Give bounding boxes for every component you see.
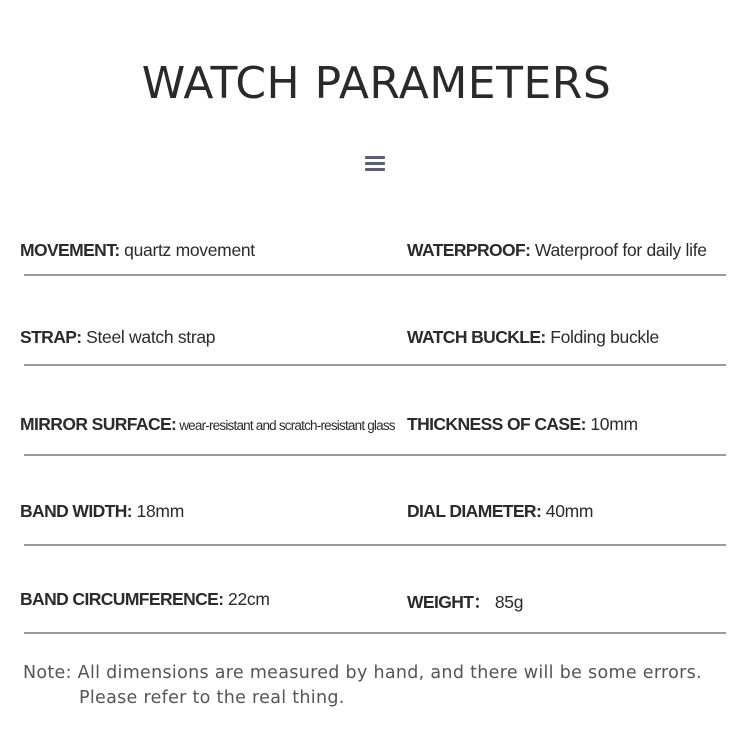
- divider: [24, 454, 379, 456]
- note-line: Note: All dimensions are measured by hand, and there will be some errors.: [23, 663, 702, 683]
- param-value: Steel watch strap: [81, 327, 216, 347]
- param-row: [0, 501, 753, 541]
- param-value: 40mm: [541, 501, 594, 521]
- divider: [378, 274, 726, 276]
- param-watch-buckle: [407, 327, 659, 348]
- param-value: Waterproof for daily life: [530, 240, 707, 260]
- param-label: BAND WIDTH:: [20, 501, 132, 521]
- param-value: 10mm: [585, 414, 638, 434]
- param-weight: [407, 589, 523, 614]
- param-band-circumference: [20, 589, 270, 610]
- divider: [24, 632, 379, 634]
- param-strap: [20, 327, 215, 348]
- param-row: [0, 414, 753, 454]
- measurement-note: [23, 661, 738, 711]
- param-label: STRAP:: [20, 327, 82, 347]
- param-label: WEIGHT：: [407, 592, 491, 612]
- divider: [378, 454, 726, 456]
- divider: [24, 544, 379, 546]
- param-label: DIAL DIAMETER:: [407, 501, 542, 521]
- param-label: WATCH BUCKLE:: [407, 327, 546, 347]
- param-value: wear-resistant and scratch-resistant glass: [176, 418, 395, 433]
- divider: [378, 364, 726, 366]
- param-value: quartz movement: [119, 240, 255, 260]
- param-label: THICKNESS OF CASE:: [407, 414, 586, 434]
- divider: [24, 364, 379, 366]
- param-dial-diameter: [407, 501, 593, 522]
- param-label: MOVEMENT:: [20, 240, 120, 260]
- param-mirror-surface: [20, 414, 395, 435]
- param-row: [0, 589, 753, 629]
- divider: [378, 544, 726, 546]
- param-label: BAND CIRCUMFERENCE:: [20, 589, 224, 609]
- param-value: 18mm: [132, 501, 184, 521]
- param-value: 22cm: [223, 589, 270, 609]
- hamburger-menu-icon: [365, 155, 385, 171]
- param-label: MIRROR SURFACE:: [20, 414, 177, 434]
- param-waterproof: [407, 240, 707, 261]
- param-value: 85g: [490, 592, 524, 612]
- page-title: WATCH PARAMETERS: [141, 58, 612, 109]
- param-row: [0, 327, 753, 367]
- divider: [378, 632, 726, 634]
- param-movement: [20, 240, 255, 261]
- note-line: Please refer to the real thing.: [79, 688, 345, 708]
- param-value: Folding buckle: [545, 327, 659, 347]
- param-band-width: [20, 501, 184, 522]
- param-label: WATERPROOF:: [407, 240, 531, 260]
- param-thickness-of-case: [407, 414, 638, 435]
- divider: [24, 274, 379, 276]
